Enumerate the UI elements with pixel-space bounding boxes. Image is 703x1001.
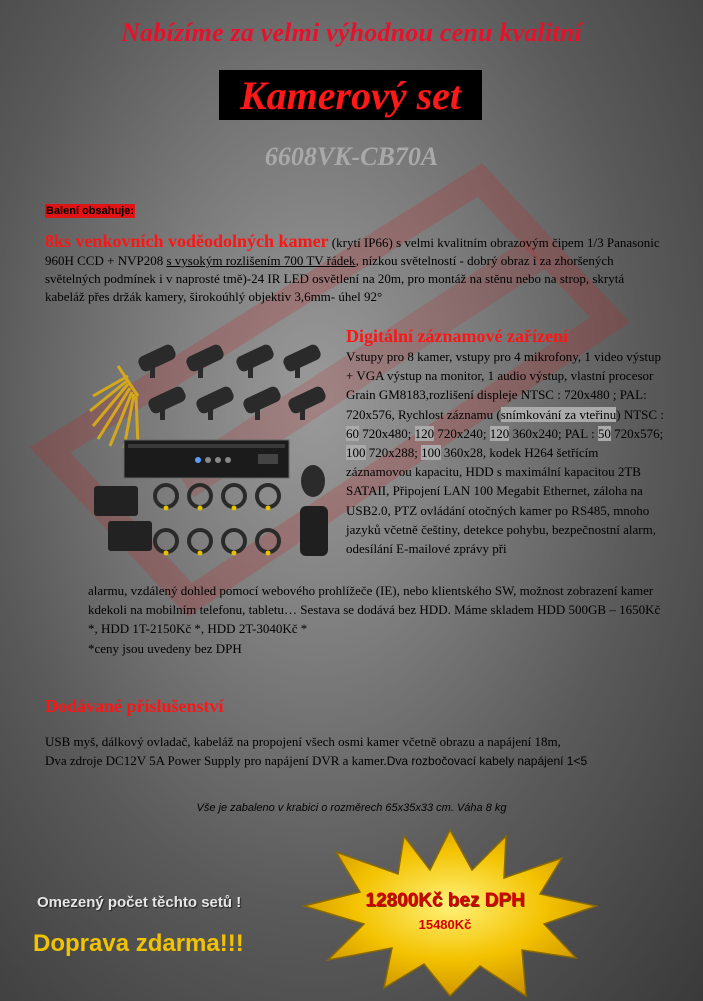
title: Kamerový set [239, 72, 462, 118]
dvr-text: Vstupy pro 8 kamer, vstupy pro 4 mikrofony, 1 video výstup + VGA výstup na monitor, 1 audio výstup, vlastní procesor Grain GM8183,rozlišení displeje NTSC : 720x480 ; PAL: 720x576, Rychlost záznamu ( [346, 349, 661, 422]
dvr-text: 720x240; [434, 425, 490, 441]
accessories-line-2 [45, 751, 665, 771]
dvr-text: 720x576; [610, 425, 664, 441]
free-shipping: Doprava zdarma!!! [33, 930, 244, 957]
accessories-line-1: USB myš, dálkový ovladač, kabeláž na propojení všech osmi kamer včetně obrazu a napájení 18m, [45, 734, 561, 749]
dvr-heading: Digitální záznamové zařízení [346, 326, 568, 346]
cable-coil-tips [164, 506, 271, 556]
mouse [301, 465, 325, 497]
bullet-cameras [136, 343, 327, 420]
price-note: *ceny jsou uvedeny bez DPH [88, 640, 242, 656]
accessories-heading: Dodávané příslušenství [45, 696, 224, 716]
cable-fan [90, 366, 138, 448]
product-image [88, 336, 338, 571]
price-with-vat: 15480Kč [418, 917, 472, 932]
dvr-highlight: snímkování za vteřinu [500, 406, 617, 422]
cameras-heading: 8ks venkovních voděodolných kamer [45, 231, 329, 251]
dvr-highlight: 120 [414, 425, 435, 441]
limited-stock: Omezený počet těchto setů ! [37, 894, 242, 911]
dvr-text: 360x28, kodek H264 šetřícím záznamovou kapacitu, HDD s maximální kapacitou 2TB SATAII, Připojení LAN 100 Megabit Ethernet, záloha na USB2.0, PTZ ovládání otočných kamer po RS485, mnoho jazyků včetně češtiny, detekce pohybu, bezpečnostní alarm, odesílání E-mailové zprávy při [346, 445, 656, 557]
dvr-highlight: 100 [346, 445, 366, 461]
dvr-highlight: 100 [421, 445, 441, 461]
dvr-paragraph [346, 347, 666, 558]
price-main: 12800Kč bez DPH [365, 890, 525, 911]
dvr-recorder [124, 440, 289, 478]
dvr-text: 720x288; [365, 445, 422, 461]
resolution-link: s vysokým rozlišením 700 TV řádek [166, 253, 356, 268]
dvr-highlight: 120 [489, 425, 510, 441]
dvr-text: 720x480; [359, 425, 415, 441]
accessories-paragraph [45, 732, 665, 771]
box-info: Vše je zabaleno v krabici o rozměrech 65x35x33 cm. Váha 8 kg [196, 802, 507, 814]
dvr-highlight: 60 [346, 425, 359, 441]
headline: Nabízíme za velmi výhodnou cenu kvalitní [121, 18, 582, 47]
price-star-burst [300, 828, 600, 998]
remote-control [300, 506, 328, 556]
title-box [219, 70, 482, 120]
cameras-text-2: , nízkou světelností - dobrý obraz i za zhoršených světelných podmínek i v naprosté tmě)-24 IR LED osvětlení na 20m, pro montáž na stěnu nebo na strop, skrytá kabeláž přes držák kamery, širokoúhlý objektiv 3,6mm- úhel 92° [45, 253, 625, 304]
cameras-text-1: (krytí IP66) s velmi kvalitním obrazovým čipem 1/3 Panasonic 960H CCD + NVP208 [45, 235, 660, 268]
package-label: Balení obsahuje: [46, 205, 135, 217]
cameras-paragraph [45, 232, 665, 306]
accessories-line-2a: Dva zdroje DC12V 5A Power Supply pro napájení DVR a kamer. [45, 753, 387, 768]
dvr-text: 360x240; PAL : [509, 425, 598, 441]
dvr-paragraph-continued [88, 581, 666, 658]
cable-coils [155, 485, 279, 552]
accessories-line-2b: Dva rozbočovací kabely napájení 1<5 [386, 754, 588, 768]
model-number: 6608VK-CB70A [264, 142, 439, 171]
dvr-highlight: 50 [597, 425, 611, 441]
power-adapters [94, 486, 152, 551]
dvr-continuation: alarmu, vzdálený dohled pomocí webového prohlížeče (IE), nebo klientského SW, možnost zobrazení kamer kdekoli na mobilním telefonu, tabletu… Sestava se dodává bez HDD. Máme skladem HDD 500GB – 1650Kč *, HDD 1T-2150Kč *, HDD 2T-3040Kč * [88, 583, 661, 637]
dvr-text: ) NTSC : [616, 406, 664, 422]
